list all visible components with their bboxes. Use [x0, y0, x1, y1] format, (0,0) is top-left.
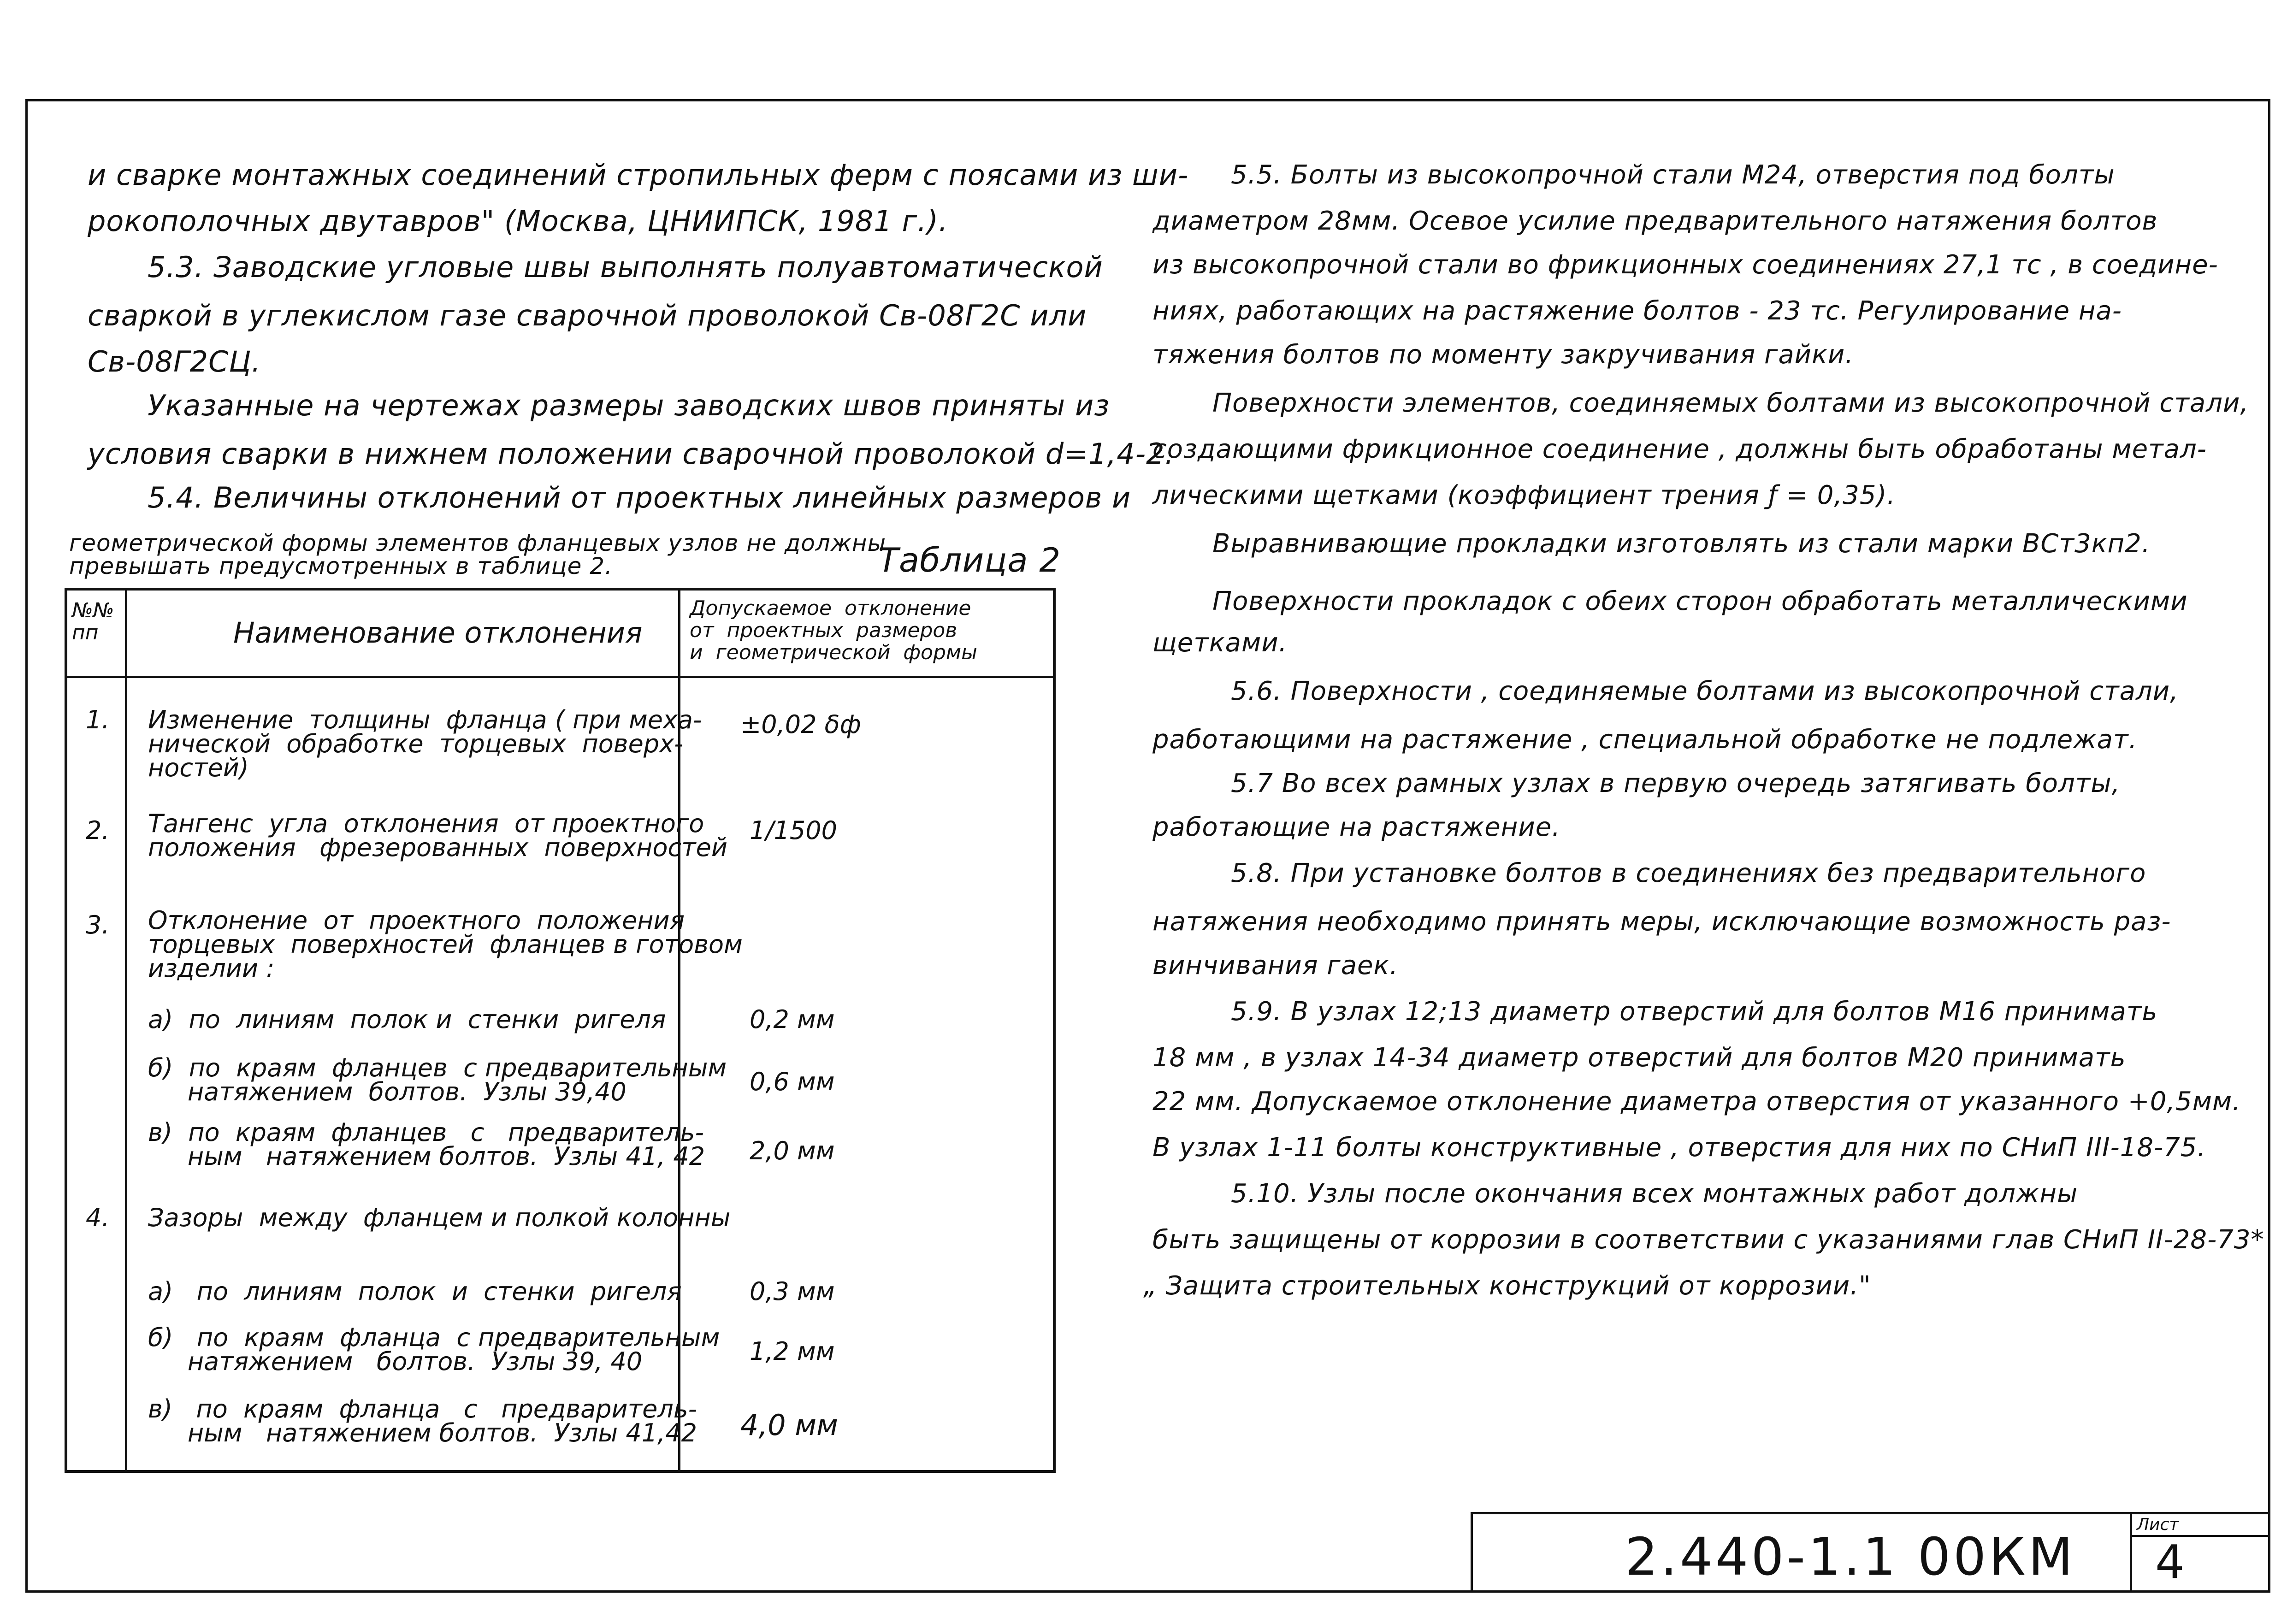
right-line: В узлах 1-11 болты конструктивные , отверстия для них по СНиП III-18-75.: [1152, 1133, 2206, 1163]
row-value: 0,6 мм: [750, 1067, 835, 1096]
right-line: 5.10. Узлы после окончания всех монтажных работ должны: [1231, 1179, 2078, 1209]
row-name: Изменение толщины фланца ( при меха- нической обработке торцевых поверх- ностей): [148, 705, 702, 782]
stamp-divider: [2130, 1514, 2132, 1593]
right-line: 5.7 Во всех рамных узлах в первую очередь затягивать болты,: [1231, 768, 2121, 798]
right-line: 18 мм , в узлах 14-34 диаметр отверстий для болтов М20 принимать: [1152, 1043, 2126, 1073]
stamp-divider: [2130, 1535, 2270, 1537]
row-name: б) по краям фланца с предварительным натяжением болтов. Узлы 39, 40: [148, 1323, 720, 1376]
right-line: щетками.: [1152, 628, 1288, 658]
row-name: Тангенс угла отклонения от проектного положения фрезерованных поверхностей: [148, 809, 727, 862]
right-line: создающими фрикционное соединение , должны быть обработаны метал-: [1152, 434, 2207, 464]
row-value: 0,3 мм: [750, 1277, 835, 1306]
header-tolerance: Допускаемое отклонение от проектных размеров и геометрической формы: [690, 596, 977, 664]
right-line: ниях, работающих на растяжение болтов - 23 тс. Регулирование на-: [1152, 296, 2122, 326]
right-line: работающими на растяжение , специальной обработке не подлежат.: [1152, 725, 2138, 755]
right-line: диаметром 28мм. Осевое усилие предварительного натяжения болтов: [1152, 206, 2158, 236]
row-value: 1/1500: [750, 816, 837, 845]
left-line: Указанные на чертежах размеры заводских швов приняты из: [148, 389, 1110, 422]
right-line: Выравнивающие прокладки изготовлять из стали марки ВСт3кп2.: [1212, 529, 2151, 559]
row-name: в) по краям фланцев с предваритель- ным натяжением болтов. Узлы 41, 42: [148, 1118, 705, 1171]
right-line: 22 мм. Допускаемое отклонение диаметра отверстия от указанного +0,5мм.: [1152, 1087, 2241, 1116]
right-line: Поверхности прокладок с обеих сторон обработать металлическими: [1212, 586, 2188, 616]
right-line: винчивания гаек.: [1152, 951, 1399, 980]
header-name: Наименование отклонения: [233, 616, 643, 650]
right-line: натяжения необходимо принять меры, исключающие возможность раз-: [1152, 907, 2171, 937]
row-value: 2,0 мм: [750, 1136, 835, 1165]
row-value: 4,0 мм: [740, 1408, 838, 1442]
row-num: 2.: [86, 816, 110, 845]
left-line: 5.3. Заводские угловые швы выполнять полуавтоматической: [148, 250, 1103, 284]
row-name: а) по линиям полок и стенки ригеля: [148, 1005, 666, 1034]
row-name: а) по линиям полок и стенки ригеля: [148, 1277, 682, 1306]
left-line: геометрической формы элементов фланцевых узлов не должны: [69, 530, 886, 556]
document-code: 2.440-1.1 00КМ: [1625, 1527, 2076, 1587]
row-name: в) по краям фланца с предваритель- ным натяжением болтов. Узлы 41,42: [148, 1394, 697, 1447]
left-line: рокополочных двутавров" (Москва, ЦНИИПСК, 1981 г.).: [88, 204, 948, 238]
table-divider: [125, 591, 127, 1470]
title-block: [1471, 1512, 2270, 1593]
right-line: из высокопрочной стали во фрикционных соединениях 27,1 тс , в соедине-: [1152, 250, 2218, 280]
right-line: работающие на растяжение.: [1152, 812, 1560, 842]
right-line: лическими щетками (коэффициент трения ƒ = 0,35).: [1152, 480, 1896, 510]
right-line: 5.8. При установке болтов в соединениях без предварительного: [1231, 858, 2146, 888]
right-line: „ Защита строительных конструкций от коррозии.": [1143, 1271, 1871, 1301]
left-line: и сварке монтажных соединений стропильных ферм с поясами из ши-: [88, 158, 1189, 192]
right-line: Поверхности элементов, соединяемых болтами из высокопрочной стали,: [1212, 388, 2249, 418]
table-header-divider: [67, 676, 1053, 678]
row-value: 0,2 мм: [750, 1005, 835, 1034]
left-line: Св-08Г2СЦ.: [88, 345, 261, 378]
right-line: 5.9. В узлах 12;13 диаметр отверстий для болтов М16 принимать: [1231, 997, 2158, 1027]
right-line: быть защищены от коррозии в соответствии с указаниями глав СНиП II-28-73*: [1152, 1225, 2264, 1255]
right-line: тяжения болтов по моменту закручивания гайки.: [1152, 340, 1854, 370]
left-line: условия сварки в нижнем положении сварочной проволокой d=1,4-2.: [88, 437, 1175, 471]
sheet-number: 4: [2155, 1535, 2185, 1589]
row-value: ±0,02 δф: [740, 710, 861, 739]
row-num: 1.: [86, 705, 110, 734]
deviation-table: [65, 588, 1056, 1473]
row-name: б) по краям фланцев с предварительным натяжением болтов. Узлы 39,40: [148, 1053, 727, 1106]
row-name: Зазоры между фланцем и полкой колонны: [148, 1203, 731, 1232]
row-value: 1,2 мм: [750, 1337, 835, 1366]
header-num: №№ пп: [72, 599, 114, 644]
left-line: сваркой в углекислом газе сварочной проволокой Св-08Г2С или: [88, 299, 1087, 332]
right-line: 5.5. Болты из высокопрочной стали М24, отверстия под болты: [1231, 160, 2115, 190]
row-name: Отклонение от проектного положения торцевых поверхностей фланцев в готовом изделии :: [148, 906, 743, 983]
left-line: 5.4. Величины отклонений от проектных линейных размеров и: [148, 481, 1131, 514]
table-caption: Таблица 2: [878, 541, 1061, 579]
sheet-label: Лист: [2137, 1515, 2179, 1534]
left-line: превышать предусмотренных в таблице 2.: [69, 553, 613, 579]
row-num: 4.: [86, 1203, 110, 1232]
row-num: 3.: [86, 910, 110, 939]
right-line: 5.6. Поверхности , соединяемые болтами из высокопрочной стали,: [1231, 676, 2179, 706]
